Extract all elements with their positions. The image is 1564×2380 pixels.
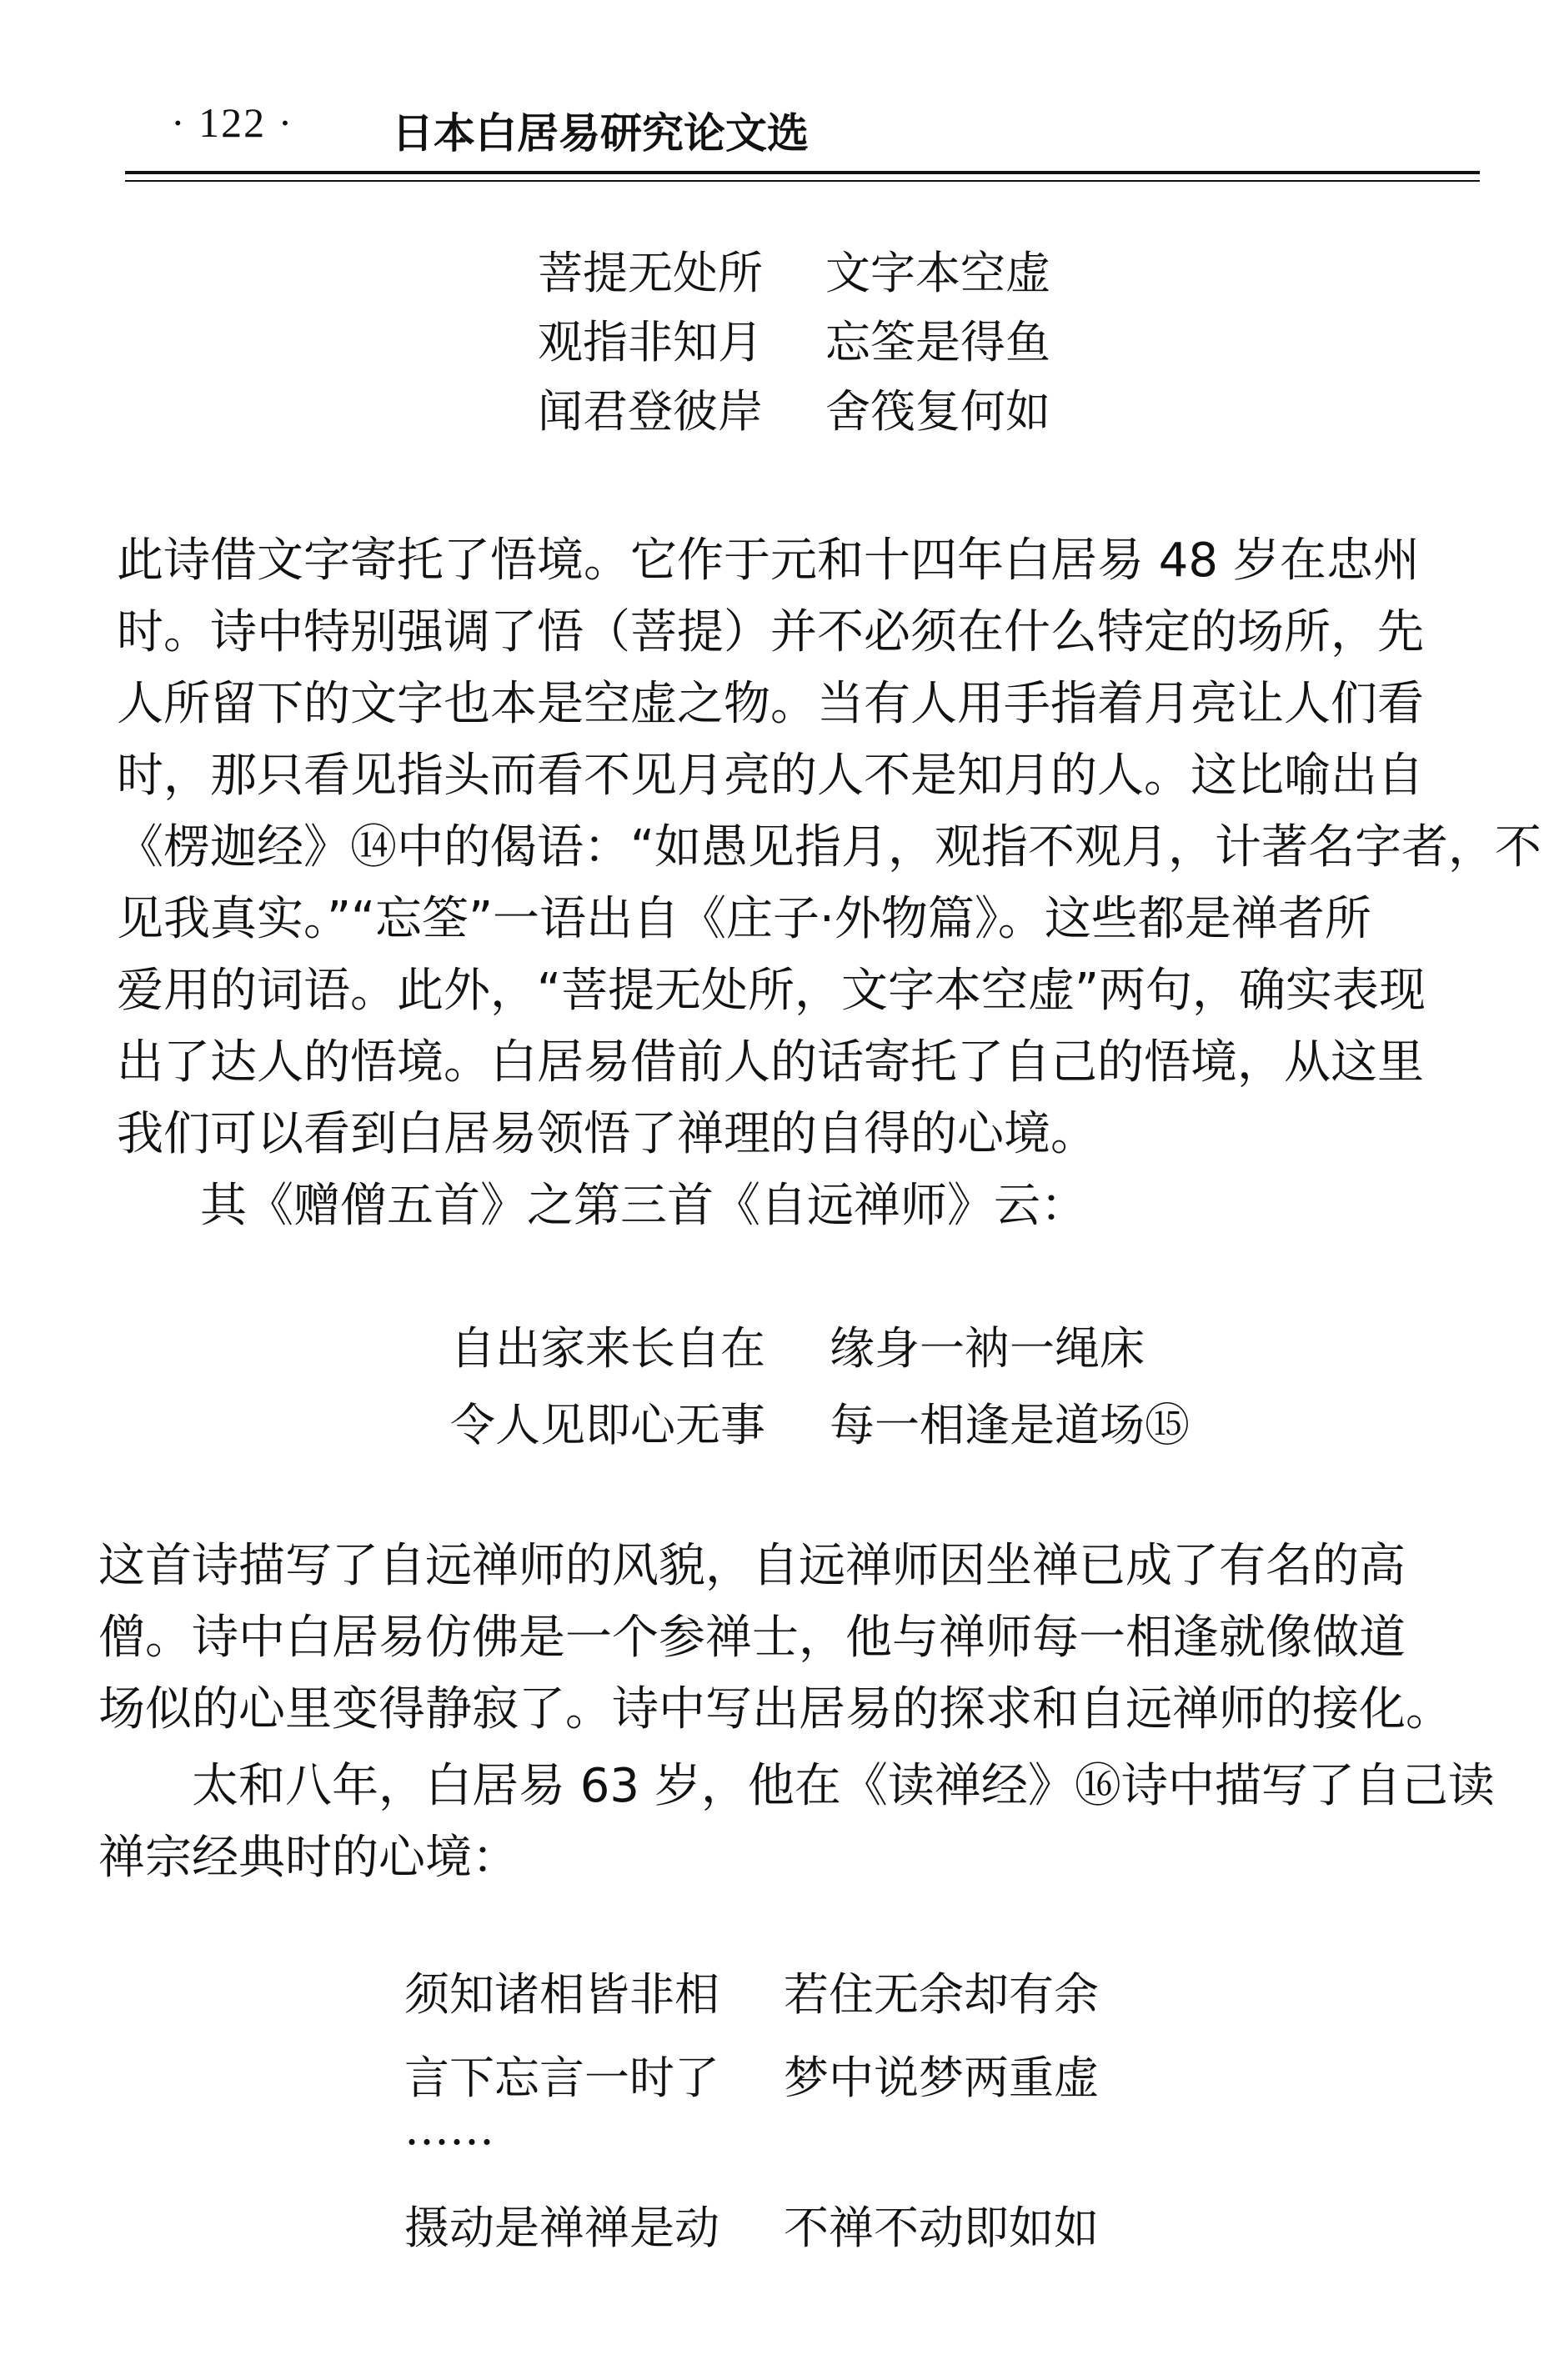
hemistich-first: 闻君登彼岸 bbox=[538, 385, 763, 438]
header-rule-thick bbox=[125, 171, 1480, 174]
hemistich-second: 不禅不动即如如 bbox=[784, 2202, 1099, 2254]
poem-line bbox=[404, 2192, 1099, 2257]
page-number: · 122 · bbox=[171, 99, 294, 146]
hemistich-first: 须知诸相皆非相 bbox=[404, 1968, 719, 2021]
hemistich-second: 忘筌是得鱼 bbox=[825, 316, 1050, 368]
text-line: 这首诗描写了自远禅师的风貌，自远禅师因坐禅已成了有名的高 bbox=[98, 1539, 1406, 1593]
text-line: 出了达人的悟境。白居易借前人的话寄托了自己的悟境，从这里 bbox=[117, 1035, 1424, 1090]
paragraph-2 bbox=[200, 1170, 1451, 1242]
text-line: 场似的心里变得静寂了。诗中写出居易的探求和自远禅师的接化。 bbox=[98, 1682, 1452, 1736]
text-line: 《楞迦经》⑭中的偈语：“如愚见指月，观指不观月，计著名字者，不 bbox=[117, 820, 1542, 874]
hemistich-second: 若住无余却有余 bbox=[784, 1968, 1099, 2021]
hemistich-second: 舍筏复何如 bbox=[825, 385, 1050, 438]
paragraph-4 bbox=[98, 1751, 1495, 1894]
text-line: 其《赠僧五首》之第三首《自远禅师》云： bbox=[200, 1179, 1087, 1233]
ellipsis-line bbox=[404, 2102, 494, 2155]
header-rule-thin bbox=[125, 180, 1480, 182]
paragraph-1 bbox=[117, 525, 1542, 1170]
poem-line bbox=[404, 2042, 1099, 2107]
hemistich-first: 菩提无处所 bbox=[538, 247, 763, 299]
text-line: 太和八年，白居易 63 岁，他在《读禅经》⑯诗中描写了自己读 bbox=[192, 1759, 1495, 1813]
text-line: 时。诗中特别强调了悟（菩提）并不必须在什么特定的场所，先 bbox=[117, 605, 1424, 659]
poem-line bbox=[450, 1313, 1145, 1377]
poem-line bbox=[404, 1959, 1099, 2023]
hemistich-second: 文字本空虚 bbox=[825, 247, 1050, 299]
running-header bbox=[171, 98, 1480, 165]
text-line: 禅宗经典时的心境： bbox=[98, 1831, 519, 1885]
hemistich-second: 梦中说梦两重虚 bbox=[784, 2052, 1099, 2104]
text-line: 人所留下的文字也本是空虚之物。当有人用手指着月亮让人们看 bbox=[117, 677, 1424, 731]
poem-block-3 bbox=[404, 1959, 1155, 2254]
hemistich-first: 言下忘言一时了 bbox=[404, 2052, 719, 2104]
poem-line bbox=[538, 238, 1050, 302]
poem-line bbox=[538, 376, 1050, 440]
hemistich-first: 摄动是禅禅是动 bbox=[404, 2202, 719, 2254]
text-line: 见我真实。”“忘筌”一语出自《庄子·外物篇》。这些都是禅者所 bbox=[117, 892, 1371, 946]
book-title: 日本白居易研究论文选 bbox=[392, 109, 809, 158]
poem-block-1 bbox=[538, 238, 1138, 454]
paragraph-3 bbox=[98, 1531, 1482, 1746]
hemistich-second: 缘身一衲一绳床 bbox=[830, 1322, 1145, 1375]
hemistich-first: 令人见即心无事 bbox=[450, 1399, 765, 1451]
hemistich-first: 观指非知月 bbox=[538, 316, 763, 368]
hemistich-second: 每一相逢是道场⑮ bbox=[830, 1399, 1190, 1451]
text-line: 僧。诗中白居易仿佛是一个参禅士，他与禅师每一相逢就像做道 bbox=[98, 1611, 1406, 1665]
text-line: 我们可以看到白居易领悟了禅理的自得的心境。 bbox=[117, 1107, 1097, 1161]
text-line: 时，那只看见指头而看不见月亮的人不是知月的人。这比喻出自 bbox=[117, 749, 1424, 803]
poem-line bbox=[450, 1390, 1190, 1454]
poem-block-2 bbox=[450, 1313, 1201, 1463]
hemistich-first: 自出家来长自在 bbox=[450, 1322, 765, 1375]
ellipsis: …… bbox=[404, 2102, 494, 2155]
poem-line bbox=[538, 307, 1050, 371]
text-line: 此诗借文字寄托了悟境。它作于元和十四年白居易 48 岁在忠州 bbox=[117, 534, 1420, 588]
text-line: 爱用的词语。此外，“菩提无处所，文字本空虚”两句，确实表现 bbox=[117, 964, 1426, 1018]
